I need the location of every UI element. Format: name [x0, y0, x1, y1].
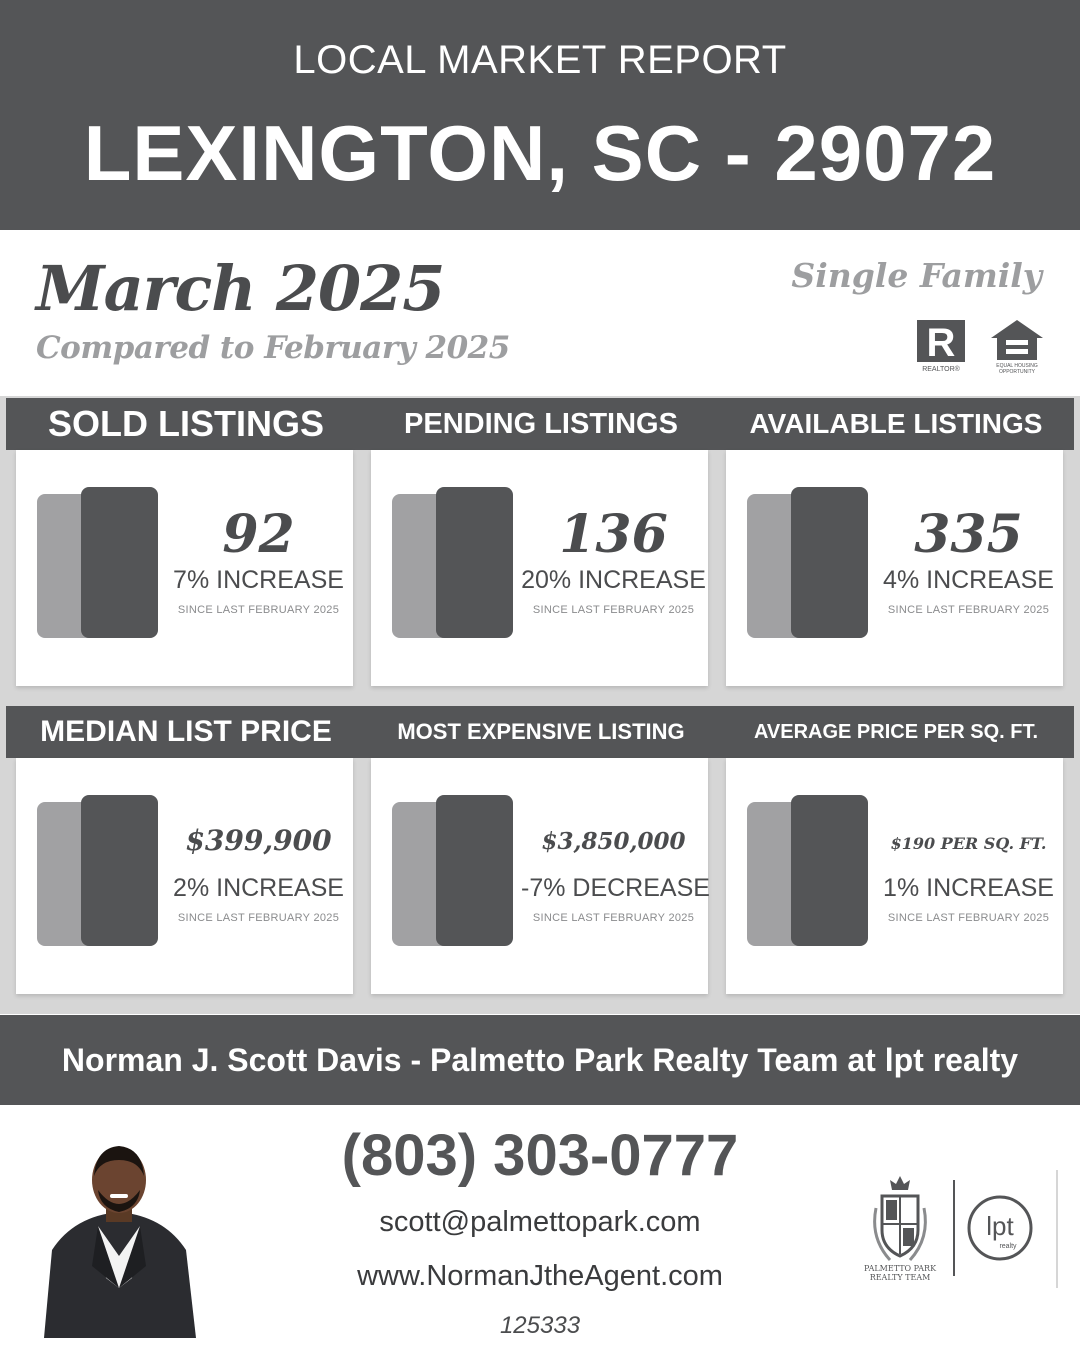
- agent-website[interactable]: www.NormanJtheAgent.com: [357, 1260, 723, 1292]
- stat-change: 2% INCREASE: [173, 874, 344, 902]
- lpt-logo-text: lpt: [986, 1211, 1014, 1241]
- equal-housing-icon: [988, 318, 1046, 374]
- stat-bar-icon: [81, 795, 158, 946]
- stats-label-bar: [6, 706, 1074, 758]
- label-pending-listings: PENDING LISTINGS: [404, 408, 678, 440]
- brokerage-logos: [860, 1168, 1060, 1288]
- stat-since: SINCE LAST FEBRUARY 2025: [177, 912, 340, 924]
- stats-row-1: [0, 396, 1080, 706]
- property-type: Single Family: [791, 256, 1042, 295]
- stat-since: SINCE LAST FEBRUARY 2025: [532, 912, 695, 924]
- label-most-expensive-listing: MOST EXPENSIVE LISTING: [397, 719, 685, 744]
- agent-email[interactable]: scott@palmettopark.com: [379, 1206, 701, 1238]
- eho-label-2: OPPORTUNITY: [998, 369, 1036, 374]
- eho-label-1: EQUAL HOUSING: [996, 363, 1038, 369]
- stat-bar-icon: [436, 487, 513, 638]
- stat-card-price-per-sqft: [726, 758, 1063, 994]
- report-subtitle: LOCAL MARKET REPORT: [293, 38, 787, 82]
- stat-value: 136: [559, 504, 668, 565]
- stat-card-most-expensive: [371, 758, 708, 994]
- brand-team-line2: REALTY TEAM: [869, 1273, 931, 1282]
- label-sold-listings: SOLD LISTINGS: [47, 403, 324, 444]
- stat-value: $399,900: [185, 824, 332, 857]
- label-average-price-per-sqft: AVERAGE PRICE PER SQ. FT.: [753, 721, 1039, 743]
- agent-banner: Norman J. Scott Davis - Palmetto Park Realty Team at lpt realty: [0, 1015, 1080, 1105]
- stat-bar-icon: [436, 795, 513, 946]
- realtor-mark: R: [926, 321, 956, 365]
- realtor-logo: [914, 318, 970, 374]
- stat-change: 20% INCREASE: [521, 566, 706, 594]
- stat-since: SINCE LAST FEBRUARY 2025: [532, 604, 695, 616]
- brand-team-line1: PALMETTO PARK: [863, 1264, 937, 1273]
- stat-change: 4% INCREASE: [883, 566, 1054, 594]
- comparison-period: Compared to February 2025: [36, 330, 510, 366]
- stat-since: SINCE LAST FEBRUARY 2025: [887, 604, 1050, 616]
- stat-change: 1% INCREASE: [883, 874, 1054, 902]
- realtor-label: REALTOR®: [922, 366, 960, 373]
- stats-label-bar: [6, 398, 1074, 450]
- label-median-list-price: MEDIAN LIST PRICE: [40, 715, 332, 748]
- stat-change: 7% INCREASE: [173, 566, 344, 594]
- stat-since: SINCE LAST FEBRUARY 2025: [887, 912, 1050, 924]
- stat-value: 92: [222, 504, 295, 565]
- stat-value: $190 PER SQ. FT.: [890, 834, 1047, 853]
- label-available-listings: AVAILABLE LISTINGS: [749, 408, 1043, 439]
- report-month: March 2025: [36, 252, 445, 325]
- stat-value: $3,850,000: [541, 828, 686, 855]
- stat-since: SINCE LAST FEBRUARY 2025: [177, 604, 340, 616]
- stat-card-sold: [16, 450, 353, 686]
- report-location: LEXINGTON, SC - 29072: [83, 109, 997, 197]
- stat-card-available: [726, 450, 1063, 686]
- stat-value: 335: [914, 504, 1023, 565]
- stat-bar-icon: [791, 795, 868, 946]
- stat-bar-icon: [791, 487, 868, 638]
- stat-change: -7% DECREASE: [521, 874, 710, 902]
- stat-bar-icon: [81, 487, 158, 638]
- report-header: [0, 0, 1080, 230]
- agent-license: 125333: [499, 1312, 581, 1339]
- stat-card-pending: [371, 450, 708, 686]
- lpt-logo-sub: realty: [999, 1243, 1017, 1250]
- agent-photo: [34, 1138, 204, 1338]
- stat-card-median-price: [16, 758, 353, 994]
- stats-row-2: [0, 704, 1080, 1014]
- agent-phone[interactable]: (803) 303-0777: [341, 1123, 739, 1188]
